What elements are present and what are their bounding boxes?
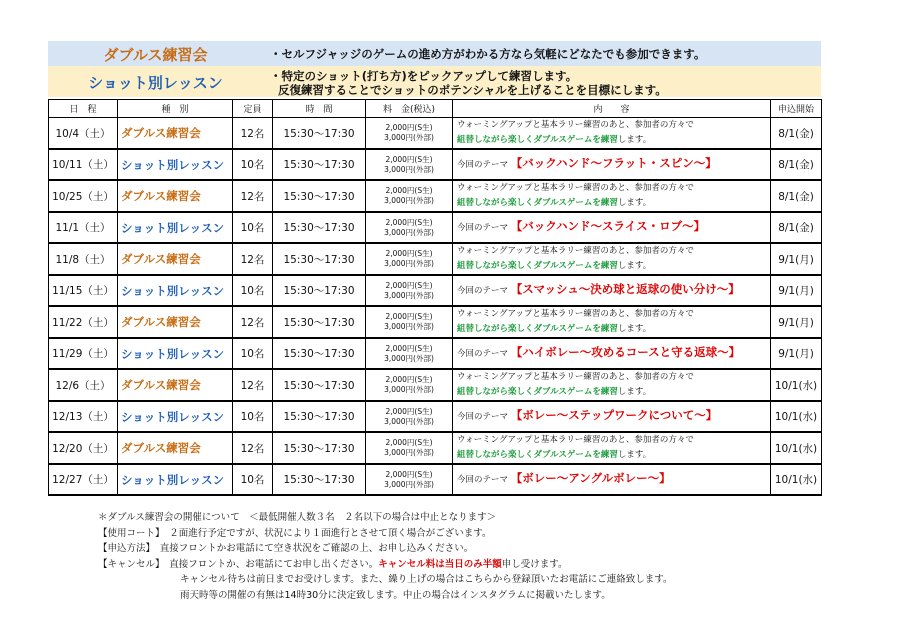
cell-content [453,432,771,464]
doubles-title: ダブルス練習会 [103,46,208,64]
cell-content [453,369,771,401]
cell-date: 12/13（土） [49,401,118,432]
cell-date: 10/25（土） [49,180,118,212]
cell-time: 15:30～17:30 [273,149,366,180]
content-highlight: 組替しながら楽しくダブルスゲームを練習 [457,324,618,334]
fee-guest: 3,000円(外部) [384,416,434,426]
cell-type: ダブルス練習会 [118,243,233,275]
cell-application-start: 10/1(水) [771,401,822,432]
cell-type: ショット別レッスン [118,338,233,369]
lesson-theme: 【ボレー～ステップワークについて～】 [510,408,718,422]
cell-fee [366,149,453,180]
cell-type: ダブルス練習会 [118,306,233,338]
cell-content [453,338,771,369]
cell-date: 12/27（土） [49,464,118,495]
cell-date: 11/8（土） [49,243,118,275]
content-intro: ウォーミングアップと基本ラリー練習のあと、参加者の方々で [457,183,694,193]
fee-guest: 3,000円(外部) [384,448,434,457]
cell-type: ショット別レッスン [118,149,233,180]
note-waitlist: キャンセル待ちは前日までお受けします。また、繰り上げの場合はこちらから登録頂いたお電話にご連絡致します。 [180,574,673,585]
fee-member: 2,000円(S生) [385,375,433,384]
fee-guest: 3,000円(外部) [384,133,434,142]
cell-capacity: 12名 [233,180,273,212]
table-row [49,149,822,180]
cell-fee [366,275,453,306]
content-detail [457,259,770,274]
cell-application-start: 8/1(金) [771,180,822,212]
content-intro: ウォーミングアップと基本ラリー練習のあと、参加者の方々で [457,120,694,130]
cell-content [453,306,771,338]
table-row [49,369,822,401]
cell-capacity: 10名 [233,401,273,432]
cell-time: 15:30～17:30 [273,275,366,306]
table-row [49,118,822,150]
table-row [49,401,822,432]
fee-guest: 3,000円(外部) [384,164,434,174]
header-application-start: 申込開始 [771,100,822,118]
cell-fee [366,118,453,150]
note-rain: 雨天時等の開催の有無は14時30分に決定致します。中止の場合はインスタグラムに掲載いたします。 [180,589,611,601]
fee-guest: 3,000円(外部) [384,259,434,268]
cell-fee [366,369,453,401]
lesson-theme: 【ハイボレー～攻めるコースと守る返球～】 [510,345,741,359]
cell-type: ショット別レッスン [118,212,233,243]
cell-capacity: 10名 [233,149,273,180]
lesson-theme: 【バックハンド～スライス・ロブ～】 [510,219,706,233]
table-row [49,180,822,212]
fee-guest: 3,000円(外部) [384,290,434,300]
cell-time: 15:30～17:30 [273,369,366,401]
note-application: 【申込方法】 直接フロントかお電話にて空き状況をご確認の上、お申し込みください。 [98,543,474,554]
cell-time: 15:30～17:30 [273,180,366,212]
fee-member: 2,000円(S生) [385,249,433,258]
theme-label: 今回のテーマ [457,160,509,170]
cell-time: 15:30～17:30 [273,306,366,338]
note-minimum-participants: ＊ダブルス練習会の開催について ＜最低開催人数３名 ２名以下の場合は中止となります＞ [98,512,497,523]
cell-type: ショット別レッスン [118,464,233,495]
content-tail: します。 [617,387,652,397]
fee-member: 2,000円(S生) [385,406,433,416]
cell-application-start: 8/1(金) [771,149,822,180]
cell-content [453,275,771,306]
content-highlight: 組替しながら楽しくダブルスゲームを練習 [457,198,618,208]
fee-guest: 3,000円(外部) [384,322,434,331]
cell-fee [366,212,453,243]
content-highlight: 組替しながら楽しくダブルスゲームを練習 [457,387,618,397]
content-intro: ウォーミングアップと基本ラリー練習のあと、参加者の方々で [457,372,694,382]
cell-type: ショット別レッスン [118,275,233,306]
table-header-row [49,100,822,118]
fee-member: 2,000円(S生) [385,438,433,447]
cell-date: 12/20（土） [49,432,118,464]
cell-content [453,180,771,212]
cell-fee [366,180,453,212]
fee-guest: 3,000円(外部) [384,479,434,489]
header-time: 時 間 [273,100,366,118]
content-highlight: 組替しながら楽しくダブルスゲームを練習 [457,135,618,145]
cell-fee [366,464,453,495]
shot-lesson-description-2: 反復練習することでショットのポテンシャルを上げることを目標にします。 [278,83,667,97]
content-tail: します。 [617,261,652,271]
fee-member: 2,000円(S生) [385,123,433,132]
table-row [49,464,822,495]
fee-member: 2,000円(S生) [385,217,433,227]
content-intro: ウォーミングアップと基本ラリー練習のあと、参加者の方々で [457,246,694,256]
cell-capacity: 12名 [233,369,273,401]
note-courts: 【使用コート】 ２面進行予定ですが、状況により１面進行とさせて頂く場合がございます。 [98,527,492,539]
content-tail: します。 [617,198,652,208]
table-row [49,432,822,464]
fee-member: 2,000円(S生) [385,280,433,290]
cell-capacity: 10名 [233,464,273,495]
cell-date: 10/4（土） [49,118,118,150]
table-row [49,306,822,338]
cell-date: 12/6（土） [49,369,118,401]
shot-lesson-title: ショット別レッスン [88,74,223,92]
fee-guest: 3,000円(外部) [384,353,434,363]
cell-capacity: 12名 [233,432,273,464]
fee-guest: 3,000円(外部) [384,196,434,205]
header-capacity: 定員 [233,100,273,118]
cell-date: 10/11（土） [49,149,118,180]
content-detail [457,385,770,400]
header-date: 日 程 [49,100,118,118]
cell-type: ダブルス練習会 [118,118,233,150]
fee-member: 2,000円(S生) [385,312,433,321]
cell-date: 11/29（土） [49,338,118,369]
theme-label: 今回のテーマ [457,349,509,359]
cell-application-start: 9/1(月) [771,338,822,369]
theme-label: 今回のテーマ [457,286,509,296]
cell-content [453,118,771,150]
cell-fee [366,338,453,369]
doubles-banner [48,41,821,66]
cell-capacity: 10名 [233,275,273,306]
cell-time: 15:30～17:30 [273,401,366,432]
cell-capacity: 12名 [233,243,273,275]
note-cancel-text: 【キャンセル】 直接フロントか、お電話にてお申し出ください。 [98,558,379,570]
fee-member: 2,000円(S生) [385,469,433,479]
cell-time: 15:30～17:30 [273,464,366,495]
shot-lesson-description-1: ・特定のショット(打ち方)をピックアップして練習します。 [270,69,578,83]
cell-time: 15:30～17:30 [273,338,366,369]
theme-label: 今回のテーマ [457,412,509,422]
cell-capacity: 12名 [233,306,273,338]
content-detail [457,322,770,337]
theme-label: 今回のテーマ [457,223,509,233]
cell-application-start: 9/1(月) [771,243,822,275]
cell-date: 11/22（土） [49,306,118,338]
content-intro: ウォーミングアップと基本ラリー練習のあと、参加者の方々で [457,435,694,445]
header-fee: 料 金(税込) [366,100,453,118]
content-detail [457,196,770,211]
header-content: 内 容 [453,100,771,118]
note-cancel-fee: キャンセル料は当日のみ半額 [378,558,502,570]
content-tail: します。 [617,324,652,334]
content-tail: します。 [617,135,652,145]
cell-fee [366,401,453,432]
cell-application-start: 8/1(金) [771,118,822,150]
content-highlight: 組替しながら楽しくダブルスゲームを練習 [457,450,618,460]
cell-application-start: 9/1(月) [771,275,822,306]
fee-member: 2,000円(S生) [385,154,433,164]
cell-capacity: 10名 [233,212,273,243]
content-detail [457,448,770,463]
cell-content [453,212,771,243]
cell-fee [366,306,453,338]
content-highlight: 組替しながら楽しくダブルスゲームを練習 [457,261,618,271]
cell-fee [366,432,453,464]
theme-label: 今回のテーマ [457,475,509,485]
cell-date: 11/1（土） [49,212,118,243]
notes [98,510,672,603]
header-type: 種 別 [118,100,233,118]
schedule-table [48,99,822,496]
fee-guest: 3,000円(外部) [384,385,434,394]
cell-type: ダブルス練習会 [118,180,233,212]
cell-application-start: 10/1(水) [771,432,822,464]
cell-application-start: 9/1(月) [771,306,822,338]
cell-type: ショット別レッスン [118,401,233,432]
cell-capacity: 12名 [233,118,273,150]
content-tail: します。 [617,450,652,460]
fee-guest: 3,000円(外部) [384,227,434,237]
fee-member: 2,000円(S生) [385,186,433,195]
content-detail [457,133,770,148]
cell-time: 15:30～17:30 [273,118,366,150]
cell-date: 11/15（土） [49,275,118,306]
cell-content [453,401,771,432]
note-cancel-tail: 申し受けます。 [501,558,568,570]
lesson-theme: 【ボレー～アングルボレー～】 [510,471,671,485]
cell-content [453,149,771,180]
cell-content [453,243,771,275]
table-row [49,338,822,369]
shot-lesson-banner [48,66,821,97]
cell-time: 15:30～17:30 [273,212,366,243]
cell-application-start: 8/1(金) [771,212,822,243]
lesson-theme: 【スマッシュ～決め球と返球の使い分け～】 [510,282,740,296]
content-intro: ウォーミングアップと基本ラリー練習のあと、参加者の方々で [457,309,694,319]
lesson-theme: 【バックハンド～フラット・スピン～】 [510,156,717,170]
cell-fee [366,243,453,275]
cell-type: ダブルス練習会 [118,432,233,464]
doubles-description: ・セルフジャッジのゲームの進め方がわかる方なら気軽にどなたでも参加できます。 [270,47,706,61]
cell-application-start: 10/1(水) [771,464,822,495]
table-row [49,243,822,275]
cell-application-start: 10/1(水) [771,369,822,401]
table-row [49,212,822,243]
fee-member: 2,000円(S生) [385,343,433,353]
cell-time: 15:30～17:30 [273,243,366,275]
cell-time: 15:30～17:30 [273,432,366,464]
cell-capacity: 10名 [233,338,273,369]
table-row [49,275,822,306]
cell-content [453,464,771,495]
cell-type: ダブルス練習会 [118,369,233,401]
note-cancel [98,557,672,573]
